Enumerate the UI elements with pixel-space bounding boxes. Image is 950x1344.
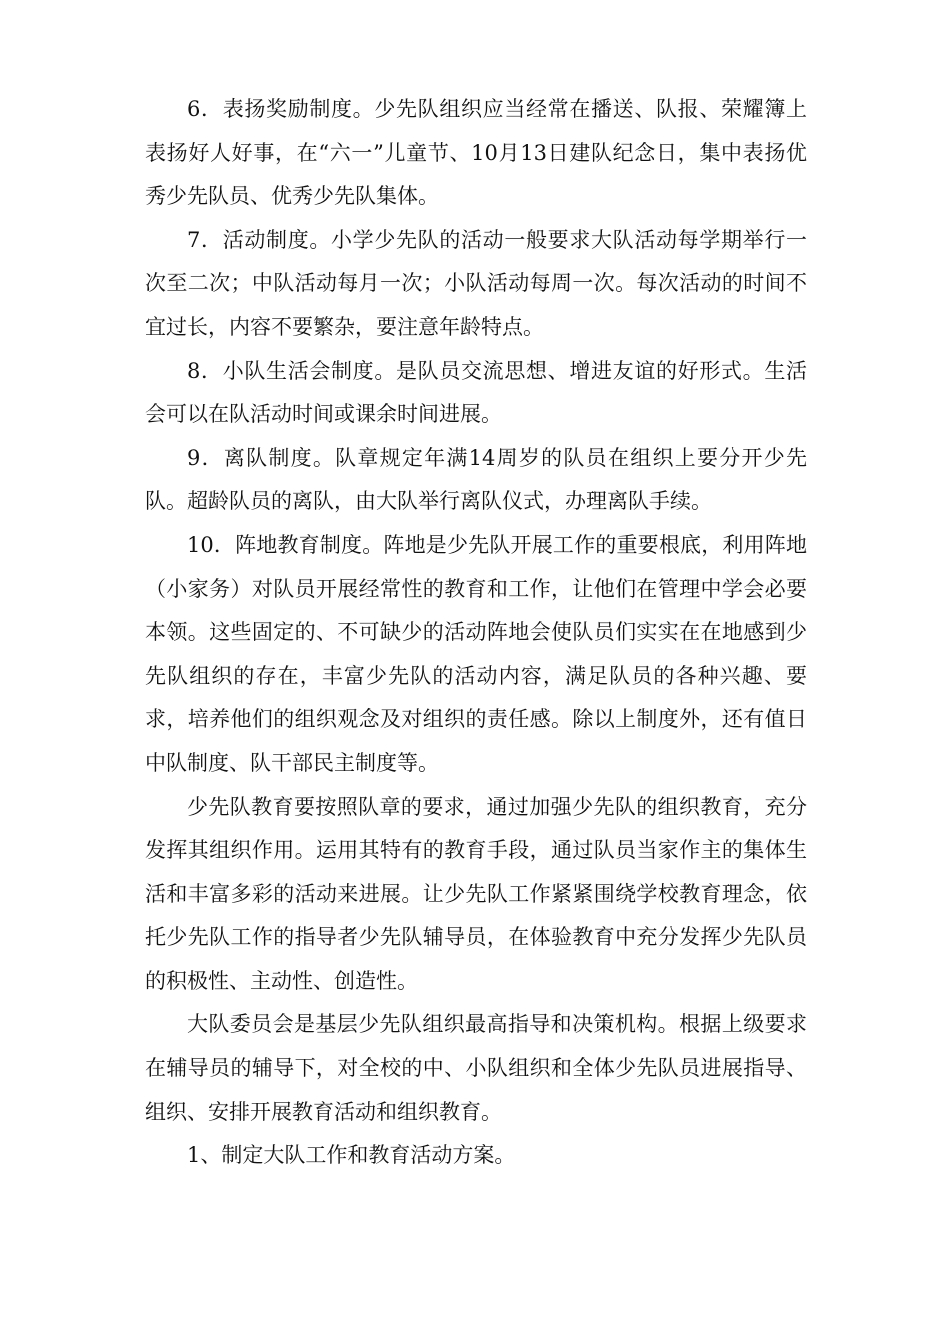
paragraph-commendation-system: 6．表扬奖励制度。少先队组织应当经常在播送、队报、荣耀簿上表扬好人好事，在“六一”儿童节、10月13日建队纪念日，集中表扬优秀少先队员、优秀少先队集体。 [145,97,807,209]
paragraph-leaving-system: 9．离队制度。队章规定年满14周岁的队员在组织上要分开少先队。超龄队员的离队，由大队举行离队仪式，办理离队手续。 [145,445,807,514]
paragraph-position-education-system: 10．阵地教育制度。阵地是少先队开展工作的重要根底，利用阵地（小家务）对队员开展经常性的教育和工作，让他们在管理中学会必要本领。这些固定的、不可缺少的活动阵地会使队员们实实在在地感到少先队组织的存在，丰富少先队的活动内容，满足队员的各种兴趣、要求，培养他们的组织观念及对组织的责任感。除以上制度外，还有值日中队制度、队干部民主制度等。 [145,532,807,775]
paragraph-activity-system: 7．活动制度。小学少先队的活动一般要求大队活动每学期举行一次至二次；中队活动每月一次；小队活动每周一次。每次活动的时间不宜过长，内容不要繁杂，要注意年龄特点。 [145,227,807,339]
paragraph-list-item-1: 1、制定大队工作和教育活动方案。 [187,1143,516,1168]
paragraph-brigade-committee: 大队委员会是基层少先队组织最高指导和决策机构。根据上级要求在辅导员的辅导下，对全校的中、小队组织和全体少先队员进展指导、组织、安排开展教育活动和组织教育。 [145,1012,807,1124]
paragraph-squad-meeting-system: 8．小队生活会制度。是队员交流思想、增进友谊的好形式。生活会可以在队活动时间或课余时间进展。 [145,358,807,427]
document-body [145,88,807,1178]
paragraph-pioneer-education: 少先队教育要按照队章的要求，通过加强少先队的组织教育，充分发挥其组织作用。运用其特有的教育手段，通过队员当家作主的集体生活和丰富多彩的活动来进展。让少先队工作紧紧围绕学校教育理念，依托少先队工作的指导者少先队辅导员，在体验教育中充分发挥少先队员的积极性、主动性、创造性。 [145,794,807,993]
